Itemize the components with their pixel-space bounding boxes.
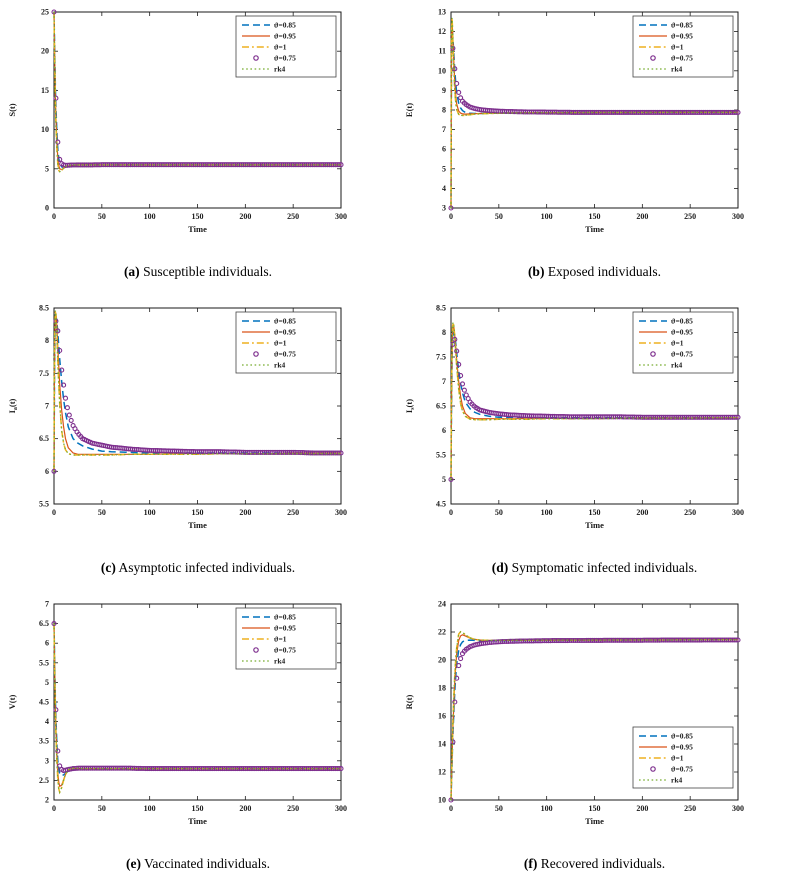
y-tick-label: 22 [437,627,446,637]
x-tick-label: 50 [494,508,503,517]
y-tick-label: 6.5 [39,434,49,444]
y-tick-label: 14 [437,739,446,749]
x-tick-label: 200 [635,212,648,221]
y-tick-label: 24 [437,599,446,609]
subplot-a-caption [124,264,272,280]
x-tick-label: 250 [683,508,696,517]
legend-label: ϑ=0.75 [670,764,693,774]
y-tick-label: 7.5 [39,368,49,378]
legend-label: ϑ=1 [274,338,287,348]
legend-label: ϑ=0.85 [670,731,693,741]
y-tick-label: 25 [41,7,49,17]
legend-label: ϑ=1 [274,42,287,52]
y-tick-label: 6.5 [39,619,49,629]
caption-text: Symptomatic infected individuals. [511,560,698,575]
x-tick-label: 100 [540,212,553,221]
subplot-cell-b [396,0,793,296]
x-tick-label: 300 [335,804,347,813]
y-tick-label: 10 [437,795,446,805]
x-tick-label: 250 [287,804,300,813]
y-tick-label: 7.5 [435,352,446,362]
y-tick-label: 12 [437,767,446,777]
y-tick-label: 16 [437,711,446,721]
x-tick-label: 0 [448,508,453,517]
y-tick-label: 4 [45,717,49,727]
subplot-cell-c [0,296,396,592]
x-tick-label: 250 [287,508,300,517]
legend-label: ϑ=1 [670,753,684,763]
y-tick-label: 5 [45,677,49,687]
y-tick-label: 6 [441,426,446,435]
y-axis-label: R(t) [403,694,414,710]
y-tick-label: 8.5 [39,303,49,313]
y-axis-label: V(t) [7,694,17,710]
x-tick-label: 50 [494,212,503,221]
y-axis-label: S(t) [7,103,17,117]
subplot-b-caption [528,264,661,280]
y-tick-label: 7 [45,599,49,609]
x-tick-label: 0 [52,804,56,813]
x-tick-label: 300 [335,508,347,517]
axes [404,600,744,827]
subplot-a-plot [0,0,396,258]
x-axis-label: Time [584,224,604,234]
legend-label: ϑ=0.95 [274,327,296,337]
x-axis-label: Time [584,520,604,530]
y-tick-label: 7 [441,125,446,135]
legend [633,16,733,77]
subplot-e-plot [0,592,396,850]
x-tick-label: 0 [448,804,453,813]
legend [633,312,733,373]
y-tick-label: 9 [441,85,446,95]
x-tick-label: 50 [97,508,106,517]
subplot-c-caption [101,560,295,576]
legend [236,312,336,373]
y-tick-label: 20 [41,46,49,56]
y-tick-label: 5.5 [39,658,49,668]
y-tick-label: 8 [441,328,446,337]
legend-label: ϑ=0.95 [274,31,296,41]
caption-letter: (b) [527,264,545,279]
x-axis-label: Time [188,520,207,530]
x-tick-label: 200 [635,804,648,813]
caption-text: Asymptotic infected individuals. [118,560,296,575]
y-tick-label: 18 [437,683,446,693]
y-tick-label: 10 [41,125,49,135]
x-tick-label: 150 [191,804,204,813]
y-tick-label: 11 [437,46,446,56]
y-tick-label: 8.5 [435,303,446,313]
x-tick-label: 100 [143,804,156,813]
subplot-b-plot [397,0,793,258]
y-axis-label: $I_a(t)$ [7,398,19,414]
caption-letter: (e) [125,856,141,871]
y-tick-label: 0 [45,203,49,213]
caption-letter: (d) [491,560,509,575]
x-tick-label: 150 [588,804,600,813]
subplot-d-caption [492,560,697,576]
subplot-f-plot [397,592,793,850]
y-tick-label: 5 [45,164,49,174]
x-tick-label: 50 [494,804,503,813]
y-tick-label: 3 [45,756,49,766]
subplot-cell-f [396,592,793,888]
y-tick-label: 5 [441,164,446,174]
legend-label: ϑ=0.95 [670,327,693,337]
legend-label: ϑ=0.75 [670,53,693,63]
y-tick-label: 7 [45,401,49,411]
x-tick-label: 0 [52,212,56,221]
x-tick-label: 300 [731,804,744,813]
legend-label: ϑ=0.95 [670,742,693,752]
y-tick-label: 15 [41,85,49,95]
x-tick-label: 300 [731,212,744,221]
y-tick-label: 10 [437,66,446,76]
y-tick-label: 20 [437,655,446,665]
legend-label: ϑ=0.75 [274,349,296,359]
y-tick-label: 12 [437,27,446,37]
x-tick-label: 250 [287,212,300,221]
y-axis-label: E(t) [403,102,414,118]
y-axis-label: $I_s(t)$ [403,398,416,414]
x-axis-label: Time [584,816,604,826]
subplot-e-caption [126,856,270,872]
y-tick-label: 3.5 [39,736,49,746]
y-tick-label: 6 [45,466,49,476]
y-tick-label: 2.5 [39,775,49,785]
y-tick-label: 3 [441,203,446,213]
caption-text: Recovered individuals. [540,856,666,871]
y-tick-label: 6.5 [435,401,446,411]
legend-label: ϑ=0.75 [274,645,296,655]
x-tick-label: 150 [191,212,204,221]
subplot-cell-a [0,0,396,296]
y-tick-label: 13 [437,7,446,17]
x-tick-label: 100 [540,804,553,813]
subplot-c-plot [0,296,396,554]
subplot-f-caption [524,856,665,872]
y-tick-label: 8 [45,336,49,346]
legend-label: ϑ=0.85 [274,612,296,622]
x-tick-label: 300 [731,508,744,517]
caption-letter: (a) [123,264,140,279]
x-tick-label: 200 [239,804,252,813]
subplot-cell-d [396,296,793,592]
x-tick-label: 0 [448,212,453,221]
legend-label: ϑ=1 [670,338,684,348]
y-tick-label: 8 [441,105,446,115]
legend-label: rk4 [670,775,682,785]
x-tick-label: 200 [635,508,648,517]
x-tick-label: 200 [239,508,252,517]
legend-label: ϑ=0.85 [670,20,693,30]
y-tick-label: 5 [441,475,446,484]
x-tick-label: 250 [683,804,696,813]
x-axis-label: Time [188,224,207,234]
caption-text: Susceptible individuals. [143,264,273,279]
x-tick-label: 150 [588,212,600,221]
x-axis-label: Time [188,816,207,826]
x-tick-label: 100 [143,212,156,221]
legend-label: ϑ=0.85 [274,316,296,326]
y-tick-label: 6 [441,144,446,154]
caption-text: Vaccinated individuals. [144,856,271,871]
x-tick-label: 200 [239,212,252,221]
y-tick-label: 4 [441,183,446,193]
caption-text: Exposed individuals. [547,264,662,279]
legend-label: rk4 [274,656,286,666]
legend-label: ϑ=0.95 [670,31,693,41]
legend-label: rk4 [670,360,682,370]
x-tick-label: 250 [683,212,696,221]
x-tick-label: 50 [97,212,106,221]
legend [236,608,336,669]
legend-label: rk4 [274,360,286,370]
legend-label: ϑ=0.85 [670,316,693,326]
legend-label: ϑ=0.95 [274,623,296,633]
x-tick-label: 100 [143,508,156,517]
y-tick-label: 5.5 [39,499,49,509]
y-tick-label: 4.5 [39,697,49,707]
legend-label: ϑ=0.85 [274,20,296,30]
y-tick-label: 6 [45,638,49,648]
x-tick-label: 300 [335,212,347,221]
y-tick-label: 4.5 [435,499,446,509]
legend-label: ϑ=0.75 [670,349,693,359]
caption-letter: (c) [100,560,116,575]
y-tick-label: 2 [45,795,49,805]
x-tick-label: 150 [588,508,600,517]
legend [633,727,733,788]
x-tick-label: 50 [97,804,106,813]
legend-label: ϑ=1 [274,634,287,644]
x-tick-label: 150 [191,508,204,517]
legend-label: ϑ=0.75 [274,53,296,63]
x-tick-label: 100 [540,508,553,517]
legend-label: ϑ=1 [670,42,684,52]
legend [236,16,336,77]
y-tick-label: 7 [441,377,446,386]
subplot-cell-e [0,592,396,888]
caption-letter: (f) [523,856,538,871]
y-tick-label: 5.5 [435,450,446,460]
subplot-d-plot [397,296,793,554]
legend-label: rk4 [670,64,682,74]
x-tick-label: 0 [52,508,56,517]
legend-label: rk4 [274,64,286,74]
